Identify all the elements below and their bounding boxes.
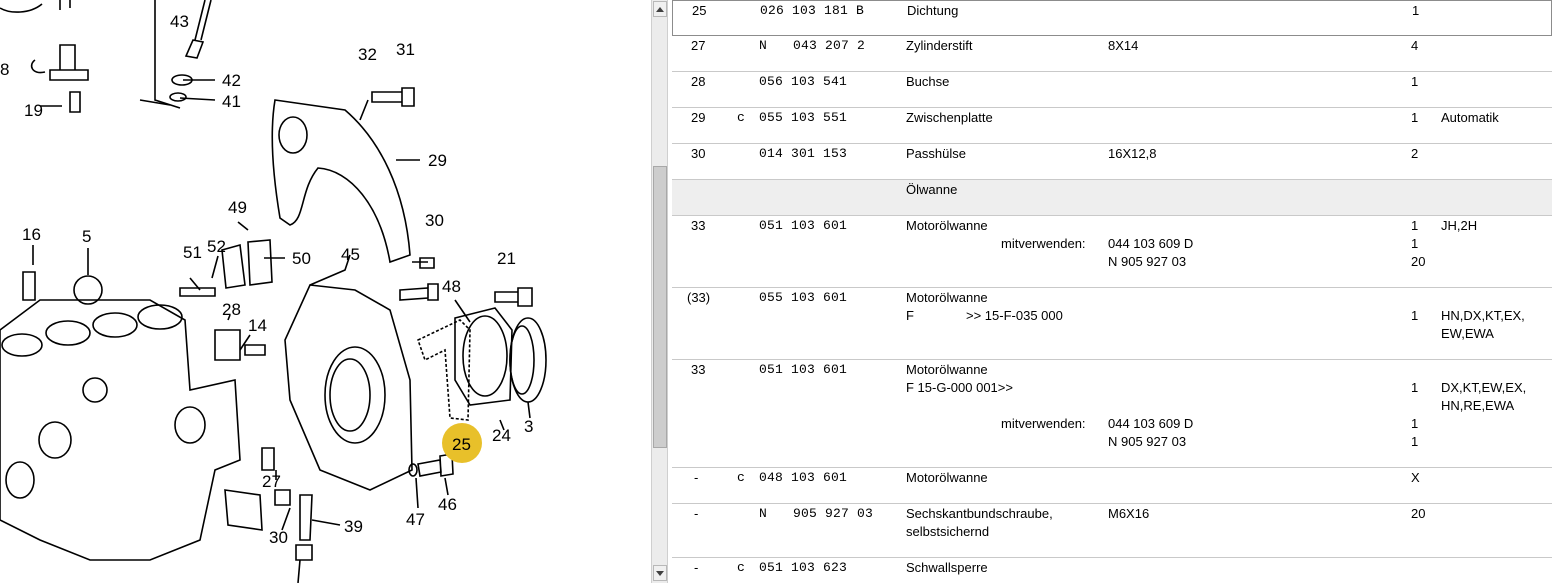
remark-cell: JH,2H (1441, 218, 1478, 233)
qty-cell: 1 (1412, 3, 1420, 18)
qty-cell: 1 (1411, 308, 1419, 323)
table-row[interactable] (672, 288, 1552, 360)
part-number-cell: 056 103 541 (759, 74, 848, 89)
diagram-boss (39, 422, 71, 458)
remark-cell: DX,KT,EW,EX, (1441, 380, 1527, 395)
diagram-leader-lines (33, 80, 530, 530)
callout-label-highlighted[interactable]: 25 (452, 435, 471, 454)
pos-cell: 25 (692, 3, 707, 18)
use-with-qty: 1 (1411, 236, 1419, 251)
section-header-row (672, 180, 1552, 216)
diagram-hole (279, 117, 307, 153)
arrow-up-icon (656, 7, 664, 12)
callout-label[interactable]: 24 (492, 426, 511, 445)
part-number-cell: 905 927 03 (793, 506, 874, 521)
diagram-bolt (70, 92, 80, 112)
diagram-bolt (400, 284, 438, 300)
table-row[interactable] (672, 144, 1552, 180)
use-with-part: 044 103 609 D (1108, 236, 1194, 251)
callout-label[interactable]: 42 (222, 71, 241, 90)
qualifier-cell: N (759, 38, 768, 53)
table-row[interactable] (672, 0, 1552, 36)
qty-cell: 1 (1411, 380, 1419, 395)
name-cell: Passhülse (906, 146, 966, 161)
remark-cell: EW,EWA (1441, 326, 1494, 341)
scroll-thumb[interactable] (653, 166, 667, 448)
diagram-bolt (372, 88, 414, 106)
diagram-boss (83, 378, 107, 402)
diagram-pipe (186, 0, 211, 58)
callout-label[interactable]: 46 (438, 495, 457, 514)
callout-label[interactable]: 21 (497, 249, 516, 268)
table-row[interactable] (672, 216, 1552, 288)
diagram-boss (6, 462, 34, 498)
use-with-label: mitverwenden: (1001, 416, 1086, 431)
qty-cell: 2 (1411, 146, 1419, 161)
diagram-seal-bore (325, 347, 385, 443)
use-with-part: N 905 927 03 (1108, 434, 1187, 449)
section-title: Ölwanne (906, 182, 958, 197)
name-cell: Motorölwanne (906, 218, 988, 233)
diagram-washer (170, 93, 186, 101)
diagram-cylinder (46, 321, 90, 345)
qty-cell: X (1411, 470, 1420, 485)
part-number-cell: 055 103 551 (759, 110, 848, 125)
table-row[interactable] (672, 72, 1552, 108)
scroll-up-button[interactable] (653, 1, 667, 17)
callout-label[interactable]: 28 (222, 300, 241, 319)
diagram-sleeve (23, 272, 35, 300)
name-cell-line2: selbstsichernd (906, 524, 990, 539)
callout-label[interactable]: 39 (344, 517, 363, 536)
callout-label[interactable]: 49 (228, 198, 247, 217)
name-cell: Zwischenplatte (906, 110, 993, 125)
diagram-cylinder (2, 334, 42, 356)
name-cell: Sechskantbundschraube, (906, 506, 1053, 521)
use-with-part: 044 103 609 D (1108, 416, 1194, 431)
table-row[interactable] (672, 36, 1552, 72)
pos-cell: (33) (687, 290, 711, 305)
diagram-seal-bore-inner (330, 359, 370, 431)
diagram-pin (245, 345, 265, 355)
pos-cell: - (694, 470, 699, 485)
pos-cell: 33 (691, 362, 706, 377)
diagram-gasket (418, 320, 470, 420)
pos-cell: 27 (691, 38, 706, 53)
table-row[interactable] (672, 360, 1552, 468)
callout-label[interactable]: 14 (248, 316, 267, 335)
callout-label[interactable]: 31 (396, 40, 415, 59)
spec-cell: M6X16 (1108, 506, 1150, 521)
name-cell: Buchse (906, 74, 950, 89)
diagram-bolt (418, 454, 453, 476)
callout-label[interactable]: 30 (425, 211, 444, 230)
callout-label[interactable]: 19 (24, 101, 43, 120)
diagram-line (0, 4, 42, 12)
diagram-dipstick-tube (296, 495, 312, 583)
part-number-cell: 014 301 153 (759, 146, 848, 161)
callout-label[interactable]: 8 (0, 60, 10, 79)
callout-label[interactable]: 45 (341, 245, 360, 264)
callout-label[interactable]: 51 (183, 243, 202, 262)
qty-cell: 1 (1411, 110, 1419, 125)
callout-label[interactable]: 50 (292, 249, 311, 268)
callout-label[interactable]: 41 (222, 92, 241, 111)
diagram-flange (285, 285, 412, 490)
qualifier-cell: c (737, 470, 745, 485)
diagram-boss (175, 407, 205, 443)
diagram-seal-inner (510, 326, 534, 394)
part-number-cell: 055 103 601 (759, 290, 848, 305)
name-cell: Motorölwanne (906, 290, 988, 305)
arrow-down-icon (656, 571, 664, 576)
diagram-plate (272, 100, 410, 262)
parts-table (672, 0, 1552, 583)
callout-label[interactable]: 48 (442, 277, 461, 296)
qty-cell: 20 (1411, 506, 1426, 521)
parts-diagram (0, 0, 651, 583)
use-with-qty: 1 (1411, 416, 1419, 431)
qty-cell: 4 (1411, 38, 1419, 53)
pos-cell: 33 (691, 218, 706, 233)
table-row[interactable] (672, 558, 1552, 583)
name-cell: Schwallsperre (906, 560, 988, 575)
qty-cell: 1 (1411, 74, 1419, 89)
pos-cell: 29 (691, 110, 706, 125)
table-row[interactable] (672, 468, 1552, 504)
diagram-cylinder (93, 313, 137, 337)
pos-cell: - (694, 506, 699, 521)
table-row[interactable] (672, 108, 1552, 144)
diagram-pin (420, 258, 434, 268)
qualifier-cell: c (737, 560, 745, 575)
spec-cell: 16X12,8 (1108, 146, 1157, 161)
callout-label[interactable]: 43 (170, 12, 189, 31)
part-number-cell: 048 103 601 (759, 470, 848, 485)
use-with-qty: 20 (1411, 254, 1426, 269)
callout-label[interactable]: 29 (428, 151, 447, 170)
remark-cell: HN,RE,EWA (1441, 398, 1515, 413)
diagram-bushing (215, 330, 240, 360)
callout-label[interactable]: 32 (358, 45, 377, 64)
diagram-bolt (495, 288, 532, 306)
remark-cell: Automatik (1441, 110, 1499, 125)
model-code: F (906, 308, 914, 323)
callout-label[interactable]: 30 (269, 528, 288, 547)
table-row[interactable] (672, 504, 1552, 558)
diagram-bracket (225, 490, 262, 530)
callout-label[interactable]: 3 (524, 417, 534, 436)
remark-cell: HN,DX,KT,EX, (1441, 308, 1525, 323)
use-with-part: N 905 927 03 (1108, 254, 1187, 269)
callout-label[interactable]: 47 (406, 510, 425, 529)
part-number-cell: 026 103 181 B (760, 3, 865, 18)
pos-cell: - (694, 560, 699, 575)
use-with-label: mitverwenden: (1001, 236, 1086, 251)
part-number-cell: 051 103 623 (759, 560, 848, 575)
qualifier-cell: c (737, 110, 745, 125)
vertical-scrollbar[interactable] (651, 0, 668, 583)
name-cell: Dichtung (907, 3, 959, 18)
part-number-cell: 051 103 601 (759, 362, 848, 377)
use-with-qty: 1 (1411, 434, 1419, 449)
diagram-part (32, 45, 88, 80)
diagram-cylinder (138, 305, 182, 329)
part-number-cell: 043 207 2 (793, 38, 866, 53)
spec-cell: 8X14 (1108, 38, 1139, 53)
name-cell: Zylinderstift (906, 38, 973, 53)
diagram-bolt (180, 288, 215, 296)
pos-cell: 30 (691, 146, 706, 161)
diagram-bracket (222, 240, 272, 288)
callout-label[interactable]: 16 (22, 225, 41, 244)
pos-cell: 28 (691, 74, 706, 89)
chassis-range: >> 15-F-035 000 (966, 308, 1063, 323)
callout-label[interactable]: 27 (262, 472, 281, 491)
diagram-line (60, 0, 70, 10)
scroll-down-button[interactable] (653, 565, 667, 581)
chassis-range: F 15-G-000 001>> (906, 380, 1013, 395)
qualifier-cell: N (759, 506, 768, 521)
callout-label[interactable]: 5 (82, 227, 92, 246)
name-cell: Motorölwanne (906, 362, 988, 377)
part-number-cell: 051 103 601 (759, 218, 848, 233)
name-cell: Motorölwanne (906, 470, 988, 485)
callout-label[interactable]: 52 (207, 237, 226, 256)
qty-cell: 1 (1411, 218, 1419, 233)
